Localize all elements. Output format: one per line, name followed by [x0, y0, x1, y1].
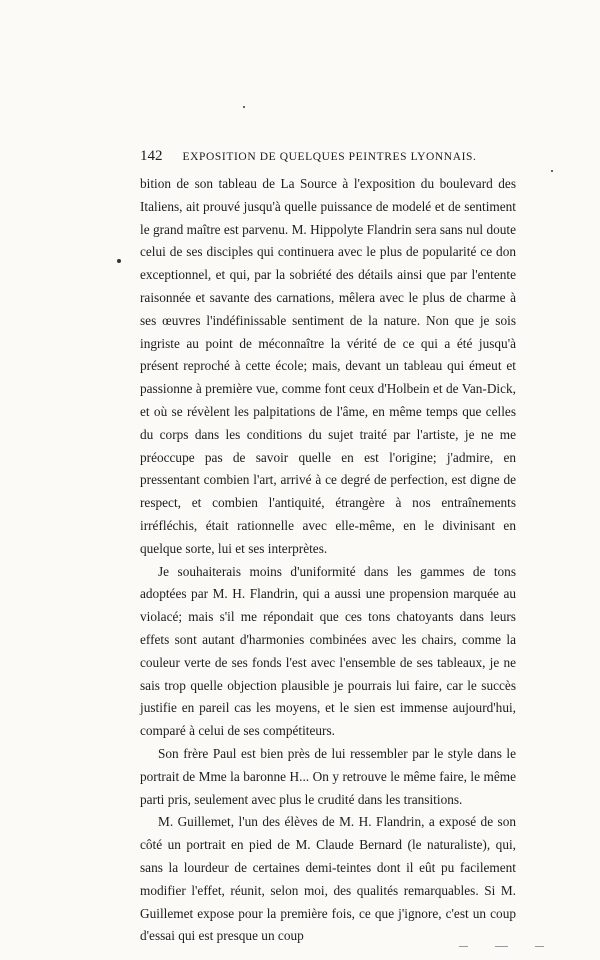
ink-speck: [117, 259, 121, 263]
paragraph: bition de son tableau de La Source à l'exposition du boulevard des Italiens, ait prouvé jusqu'à quelle puissance de modelé et de sentiment le grand maître est parvenu. M. Hippolyte Flandrin sera sans nul doute celui de ses disciples qui continuera avec le plus de popularité ce don exceptionnel, et qui, par la sobriété des détails ainsi que par l'entente raisonnée et savante des carnations, mêlera avec le plus de charme à ses œuvres l'indéfinissable sentiment de la nature. Non que je sois ingriste au point de méconnaître la vérité de ce qui a été jusqu'à présent reproché à cette école; mais, devant un tableau qui émeut et passionne à première vue, comme font ceux d'Holbein et de Van-Dick, et où se révèlent les palpitations de l'âme, en même temps que celles du corps dans les conditions du sujet traité par l'artiste, je ne me préoccupe pas de savoir quelle en est l'origine; j'admire, en pressentant combien l'art, arrivé à ce degré de perfection, est digne de respect, et combien l'antiquité, étrangère à nos entraînements irréfléchis, était rationnelle avec elle-même, en le divinisant en quelque sorte, lui et ses interprètes.: [140, 176, 516, 556]
scan-mark: [495, 946, 508, 947]
book-page: [140, 148, 516, 948]
scan-mark: [535, 946, 544, 947]
scan-mark: [459, 946, 468, 947]
paragraph: M. Guillemet, l'un des élèves de M. H. Flandrin, a exposé de son côté un portrait en pied de M. Claude Bernard (le naturaliste), qui, sans la lourdeur de certaines demi-teintes dont il eût pu facilement modifier l'effet, réunit, selon moi, des qualités remarquables. Si M. Guillemet expose pour la première fois, ce que j'ignore, c'est un coup d'essai qui est presque un coup: [140, 814, 516, 944]
paragraph: Son frère Paul est bien près de lui ressembler par le style dans le portrait de Mme la baronne H... On y retrouve le même faire, le même parti pris, seulement avec plus le crudité dans les transitions.: [140, 745, 516, 807]
running-title: EXPOSITION DE QUELQUES PEINTRES LYONNAIS.: [182, 151, 477, 163]
page-body: [140, 173, 516, 948]
ink-speck: [243, 106, 245, 108]
ink-speck: [551, 170, 553, 172]
page-number: 142: [140, 148, 163, 164]
paragraph: Je souhaiterais moins d'uniformité dans les gammes de tons adoptées par M. H. Flandrin, qui a aussi une propension marquée au violacé; mais s'il me répondait que ces tons chatoyants dans leurs effets sont autant d'harmonies combinées avec les chairs, comme la couleur verte de ses fonds l'est avec l'ensemble de ses tableaux, je ne sais trop quelle objection plausible je pourrais lui faire, car le succès justifie en pareil cas les moyens, et le sien est immense aujourd'hui, comparé à celui de ses compétiteurs.: [140, 563, 516, 739]
running-header: [140, 148, 516, 168]
